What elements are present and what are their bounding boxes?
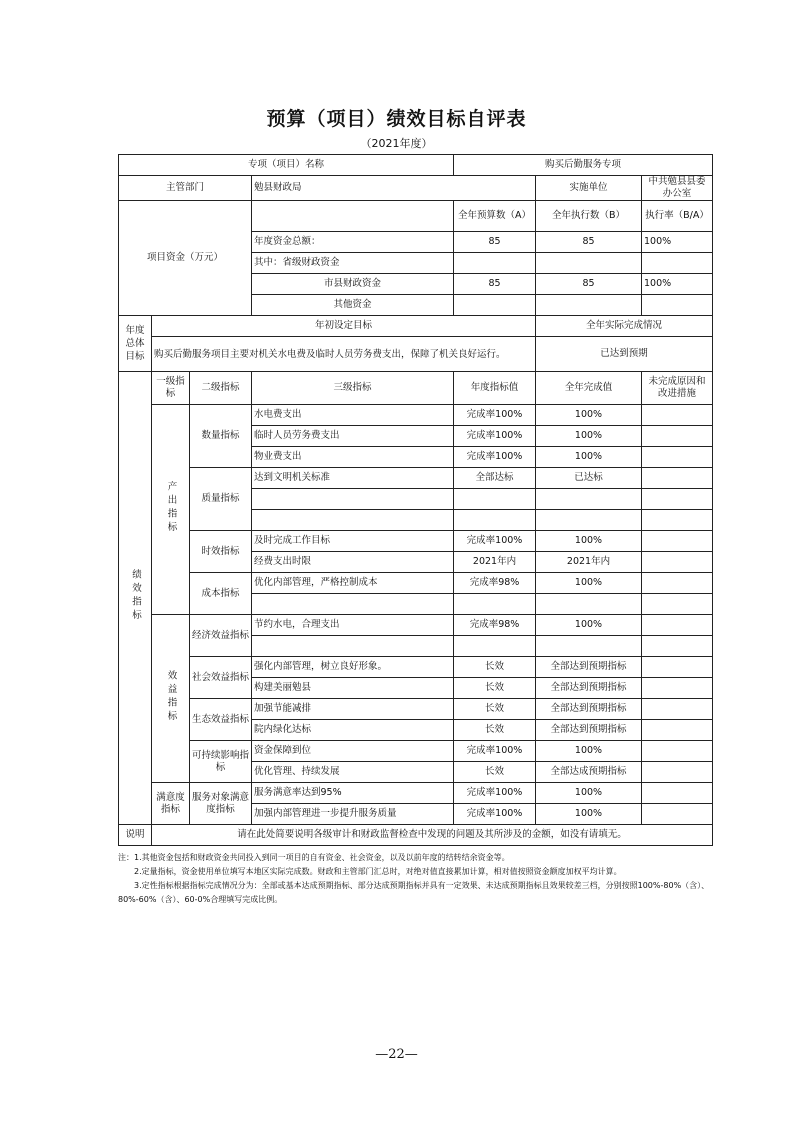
indicator-actual: 100%	[536, 783, 642, 804]
indicator-reason	[642, 489, 713, 510]
indicator-target	[454, 510, 536, 531]
project-name-label: 专项（项目）名称	[119, 155, 454, 176]
indicator-target: 完成率98%	[454, 573, 536, 594]
annual-goal-label: 年度总体目标	[119, 316, 152, 372]
indicator-name: 服务满意率达到95%	[252, 783, 454, 804]
indicator-name: 临时人员劳务费支出	[252, 426, 454, 447]
indicator-target	[454, 636, 536, 657]
page-number: —22—	[375, 1047, 418, 1062]
indicator-actual: 100%	[536, 573, 642, 594]
other-rate	[642, 295, 713, 316]
indicator-actual: 100%	[536, 615, 642, 636]
indicator-actual	[536, 489, 642, 510]
indicator-name	[252, 510, 454, 531]
province-rate	[642, 253, 713, 274]
indicator-actual: 已达标	[536, 468, 642, 489]
indicator-target: 完成率100%	[454, 783, 536, 804]
total-budget: 85	[454, 232, 536, 253]
indicator-reason	[642, 741, 713, 762]
output-indicator-label: 产出指标	[152, 405, 190, 615]
county-rate: 100%	[642, 274, 713, 295]
indicator-reason	[642, 720, 713, 741]
funds-label: 项目资金（万元）	[119, 201, 252, 316]
annual-value-header: 年度指标值	[454, 372, 536, 405]
indicator-actual: 100%	[536, 426, 642, 447]
indicator-actual	[536, 594, 642, 615]
level3-header: 三级指标	[252, 372, 454, 405]
note-label: 说明	[119, 825, 152, 846]
indicator-name: 及时完成工作目标	[252, 531, 454, 552]
indicator-name: 优化内部管理，严格控制成本	[252, 573, 454, 594]
exec-col-header: 全年执行数（B）	[536, 201, 642, 232]
indicator-name: 加强节能减排	[252, 699, 454, 720]
reason-header: 未完成原因和改进措施	[642, 372, 713, 405]
province-budget	[454, 253, 536, 274]
satisfaction-indicator-label: 满意度指标	[152, 783, 190, 825]
indicator-reason	[642, 636, 713, 657]
budget-col-header: 全年预算数（A）	[454, 201, 536, 232]
dept-label: 主管部门	[119, 176, 252, 201]
other-budget	[454, 295, 536, 316]
dept-value: 勉县财政局	[252, 176, 536, 201]
indicator-name: 加强内部管理进一步提升服务质量	[252, 804, 454, 825]
footnotes	[118, 851, 718, 907]
indicator-reason	[642, 804, 713, 825]
indicator-actual: 全部达到预期指标	[536, 720, 642, 741]
indicator-name: 达到文明机关标准	[252, 468, 454, 489]
indicator-reason	[642, 783, 713, 804]
county-exec: 85	[536, 274, 642, 295]
total-rate: 100%	[642, 232, 713, 253]
project-name-value: 购买后勤服务专项	[454, 155, 713, 176]
indicator-target: 完成率98%	[454, 615, 536, 636]
indicator-actual: 全部达到预期指标	[536, 699, 642, 720]
funds-header-blank	[252, 201, 454, 232]
level1-header: 一级指标	[152, 372, 190, 405]
service-sat-indicator-label: 服务对象满意度指标	[190, 783, 252, 825]
effect-indicator-label: 效益指标	[152, 615, 190, 783]
timeliness-indicator-label: 时效指标	[190, 531, 252, 573]
impl-unit-label: 实施单位	[536, 176, 642, 201]
indicator-name: 资金保障到位	[252, 741, 454, 762]
indicator-name	[252, 489, 454, 510]
county-budget: 85	[454, 274, 536, 295]
indicator-name: 经费支出时限	[252, 552, 454, 573]
indicator-name: 构建美丽勉县	[252, 678, 454, 699]
quantity-indicator-label: 数量指标	[190, 405, 252, 468]
other-exec	[536, 295, 642, 316]
indicator-name: 院内绿化达标	[252, 720, 454, 741]
indicator-name: 强化内部管理，树立良好形象。	[252, 657, 454, 678]
indicator-reason	[642, 594, 713, 615]
indicator-target: 长效	[454, 720, 536, 741]
indicator-name	[252, 636, 454, 657]
indicator-reason	[642, 699, 713, 720]
indicator-target: 完成率100%	[454, 741, 536, 762]
total-funds-label: 年度资金总额：	[252, 232, 454, 253]
footnote: 3.定性指标根据指标完成情况分为：全部或基本达成预期指标、部分达成预期指标并具有一定效果、未达成预期指标且效果较差三档，分别按照100%-80%（含）、80%-60%（含）、60-0%合理填写完成比例。	[118, 881, 710, 904]
indicator-target: 长效	[454, 762, 536, 783]
indicator-actual: 全部达成预期指标	[536, 762, 642, 783]
indicator-reason	[642, 468, 713, 489]
indicator-actual: 100%	[536, 804, 642, 825]
indicator-target: 完成率100%	[454, 405, 536, 426]
indicator-target: 完成率100%	[454, 531, 536, 552]
performance-indicator-label: 绩效指标	[119, 372, 152, 825]
indicator-reason	[642, 426, 713, 447]
page-title: 预算（项目）绩效目标自评表	[266, 108, 527, 130]
indicator-reason	[642, 405, 713, 426]
indicator-reason	[642, 573, 713, 594]
goal-done-text: 已达到预期	[536, 337, 713, 372]
county-funds-label: 市县财政资金	[252, 274, 454, 295]
other-funds-label: 其他资金	[252, 295, 454, 316]
indicator-name: 水电费支出	[252, 405, 454, 426]
indicator-reason	[642, 447, 713, 468]
indicator-actual	[536, 636, 642, 657]
level2-header: 二级指标	[190, 372, 252, 405]
note-text: 请在此处简要说明各级审计和财政监督检查中发现的问题及其所涉及的金额，如没有请填无。	[152, 825, 713, 846]
total-exec: 85	[536, 232, 642, 253]
indicator-actual: 100%	[536, 447, 642, 468]
indicator-reason	[642, 657, 713, 678]
indicator-reason	[642, 510, 713, 531]
indicator-reason	[642, 531, 713, 552]
goal-done-header: 全年实际完成情况	[536, 316, 713, 337]
indicator-target: 长效	[454, 678, 536, 699]
indicator-name: 节约水电，合理支出	[252, 615, 454, 636]
indicator-target: 长效	[454, 699, 536, 720]
indicator-actual: 100%	[536, 531, 642, 552]
indicator-reason	[642, 762, 713, 783]
indicator-target: 完成率100%	[454, 447, 536, 468]
sustain-indicator-label: 可持续影响指标	[190, 741, 252, 783]
province-funds-label: 其中：省级财政资金	[252, 253, 454, 274]
indicator-target: 长效	[454, 657, 536, 678]
indicator-reason	[642, 552, 713, 573]
indicator-actual: 全部达到预期指标	[536, 678, 642, 699]
indicator-actual: 100%	[536, 741, 642, 762]
indicator-target	[454, 489, 536, 510]
year-subtitle: （2021年度）	[360, 137, 433, 150]
indicator-actual: 全部达到预期指标	[536, 657, 642, 678]
goal-set-text: 购买后勤服务项目主要对机关水电费及临时人员劳务费支出，保障了机关良好运行。	[152, 337, 536, 372]
indicator-name: 物业费支出	[252, 447, 454, 468]
economic-indicator-label: 经济效益指标	[190, 615, 252, 657]
cost-indicator-label: 成本指标	[190, 573, 252, 615]
indicator-target: 完成率100%	[454, 426, 536, 447]
rate-col-header: 执行率（B/A）	[642, 201, 713, 232]
indicator-actual: 100%	[536, 405, 642, 426]
indicator-actual: 2021年内	[536, 552, 642, 573]
indicator-target: 完成率100%	[454, 804, 536, 825]
indicator-target: 全部达标	[454, 468, 536, 489]
indicator-target	[454, 594, 536, 615]
indicator-target: 2021年内	[454, 552, 536, 573]
indicator-actual	[536, 510, 642, 531]
impl-unit-value: 中共勉县县委办公室	[642, 176, 713, 201]
indicator-name: 优化管理、持续发展	[252, 762, 454, 783]
indicator-name	[252, 594, 454, 615]
done-value-header: 全年完成值	[536, 372, 642, 405]
goal-set-header: 年初设定目标	[152, 316, 536, 337]
footnote: 2.定量指标，资金使用单位填写本地区实际完成数。财政和主管部门汇总时，对绝对值直接累加计算，相对值按照资金额度加权平均计算。	[134, 867, 622, 876]
ecology-indicator-label: 生态效益指标	[190, 699, 252, 741]
social-indicator-label: 社会效益指标	[190, 657, 252, 699]
quality-indicator-label: 质量指标	[190, 468, 252, 531]
indicator-reason	[642, 678, 713, 699]
indicator-reason	[642, 615, 713, 636]
province-exec	[536, 253, 642, 274]
self-evaluation-table	[118, 154, 713, 846]
footnote: 注：1.其他资金包括和财政资金共同投入到同一项目的自有资金、社会资金，以及以前年度的结转结余资金等。	[118, 853, 510, 862]
